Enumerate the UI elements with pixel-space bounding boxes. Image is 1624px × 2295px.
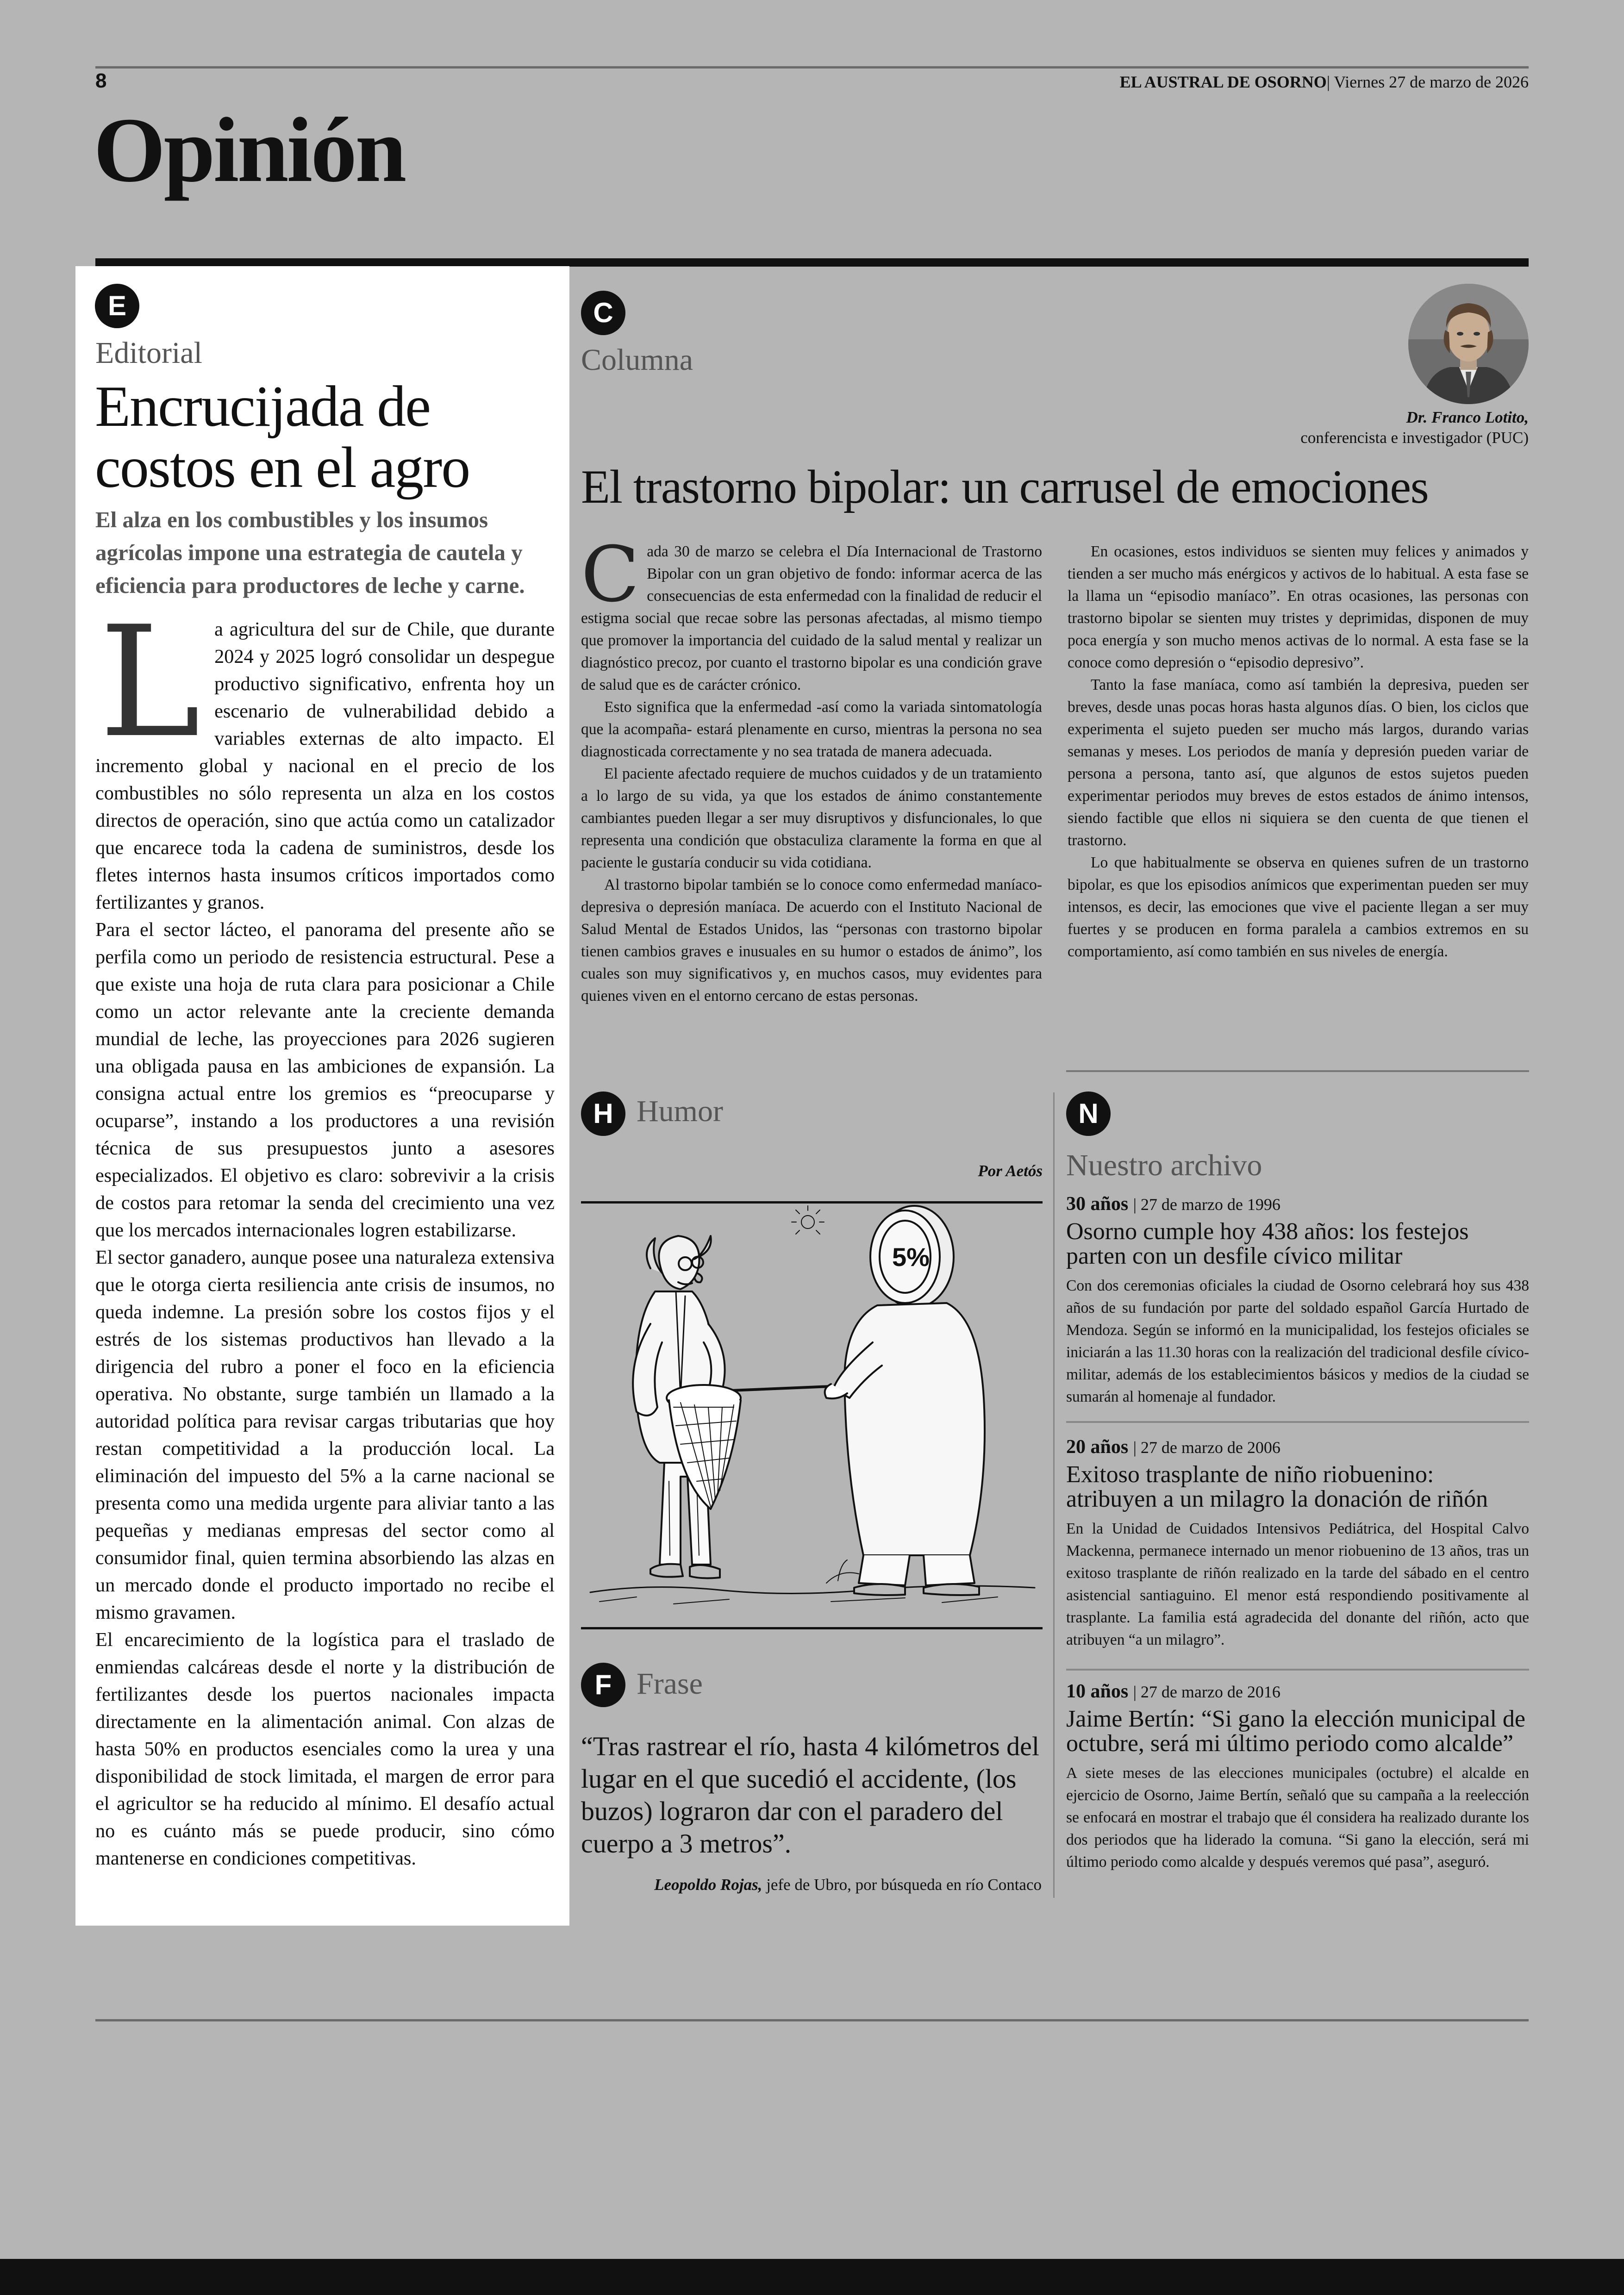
archive-divider (1066, 1421, 1529, 1423)
archive-item-years (1066, 1435, 1529, 1459)
editorial-headline: Encrucijada de costos en el agro (95, 374, 470, 500)
column-kicker: Columna (581, 343, 693, 377)
editorial-panel (75, 266, 569, 1926)
archive-top-rule (1066, 1070, 1529, 1072)
column-paragraph: Esto significa que la enfermedad -así como la variada sintomatología que la acompaña- estará plenamente en curso, mientras la persona no sea diagnosticada correctamente y no sea tratada de manera adecuada. (581, 698, 1042, 760)
editorial-deck: El alza en los combustibles y los insumos agrícolas impone una estrategia de cautela y eficiencia para productores de leche y carne. (95, 507, 525, 598)
frase-kicker: Frase (637, 1667, 703, 1701)
archive-date-label: | 27 de marzo de 2006 (1133, 1438, 1280, 1457)
column-paragraph: El paciente afectado requiere de muchos cuidados y de un tratamiento a lo largo de su vida, ya que los estados de ánimo constantemente cambiantes pueden llegar a ser muy disruptivos y disfuncionales, lo que representa una condición que obstaculiza claramente la forma en que al paciente le gustaría conducir su vida cotidiana. (581, 765, 1042, 871)
column-headline: El trastorno bipolar: un carrusel de emociones (581, 461, 1429, 513)
archive-item-years (1066, 1192, 1529, 1216)
column-paragraph-text: ada 30 de marzo se celebra el Día Internacional de Trastorno Bipolar con un gran objetivo de fondo: informar acerca de las consecuencias de esta enfermedad con la finalidad de reducir el estigma social que recae sobre las personas afectadas, al mismo tiempo que promover la importancia del cuidado de la salud mental y realizar un diagnóstico precoz, por cuanto el trastorno bipolar es una condición grave de salud que es de carácter crónico. (581, 543, 1042, 693)
column-paragraph: En ocasiones, estos individuos se sienten muy felices y animados y tienden a ser mucho más enérgicos y activos de lo habitual. A esta fase se la llama un “episodio maníaco”. En otras ocasiones, las personas con trastorno bipolar se sienten muy tristes y deprimidas, disponen de muy poca energía y son mucho menos activas de lo normal. A esta fase se la conoce como depresión o “episodio depresivo”. (1068, 543, 1529, 671)
archive-years-label: 30 años (1066, 1193, 1129, 1215)
archive-divider (1066, 1669, 1529, 1671)
humor-kicker: Humor (637, 1094, 723, 1128)
archive-item (1066, 1192, 1529, 1408)
archive-kicker: Nuestro archivo (1066, 1148, 1262, 1182)
humor-credit: Por Aetós (978, 1162, 1043, 1180)
archive-item-title: Osorno cumple hoy 438 años: los festejos parten con un desfile cívico militar (1066, 1218, 1469, 1269)
editorial-paragraph: El encarecimiento de la logística para el traslado de enmiendas calcáreas desde el norte y la distribución de fertilizantes desde los puertos nacionales impacta directamente en la alimentación animal. Con alzas de hasta 50% en productos esenciales como la urea y una disponibilidad de stock limitada, el margen de error para el agricultor se ha reducido al mínimo. El desafío actual no es cuánto más se puede producir, sino cómo mantenerse en condiciones competitivas. (95, 1629, 555, 1869)
top-rule (95, 66, 1529, 69)
column-paragraph: Al trastorno bipolar también se lo conoce como enfermedad maníaco-depresiva o depresión maníaca. De acuerdo con el Instituto Nacional de Salud Mental de Estados Unidos, las “personas con trastorno bipolar tienen cambios graves e inusuales en su humor o estados de ánimo”, los cuales son muy significativos y, en muchos casos, muy evidentes para quienes viven en el entorno cercano de estas personas. (581, 876, 1042, 1004)
editorial-badge: E (95, 284, 139, 328)
archive-item-text: Con dos ceremonias oficiales la ciudad de Osorno celebrará hoy sus 438 años de su fundación por parte del soldado español García Hurtado de Mendoza. Según se informó en la municipalidad, los festejos oficiales se iniciarán a las 11.30 horas con la realización del tradicional desfile cívico-militar, además de los establecimientos básicos y medios de la ciudad se sumarán al homenaje al fundador. (1066, 1277, 1529, 1405)
archive-item-title: Exitoso trasplante de niño riobuenino: atribuyen a un milagro la donación de riñón (1066, 1461, 1488, 1512)
editorial-paragraph: Para el sector lácteo, el panorama del presente año se perfila como un periodo de resistencia estructural. Pese a que existe una hoja de ruta clara para posicionar a Chile como un actor relevante ante la creciente demanda mundial de leche, las proyecciones para 2026 sugieren una obligada pausa en las ambiciones de expansión. La consigna actual entre los gremios es “preocuparse y ocuparse”, instando a los productores a una revisión técnica de sus presupuestos junto a asesores especializados. El objetivo es claro: sobrevivir a la crisis de costos para retomar la senda del crecimiento una vez que los mercados internacionales logren estabilizarse. (95, 919, 555, 1241)
column-paragraph: Tanto la fase maníaca, como así también la depresiva, pueden ser breves, desde unas pocas horas hasta algunos días. O bien, los ciclos que experimenta el sujeto pueden ser mucho más largos, durando varias semanas y meses. Los periodos de manía y depresión pueden variar de persona a persona, tanto así, que algunos de estos sujetos pueden experimentar periodos muy breves de estos estados de ánimo intensos, siendo factible que ellos ni siquiera se den cuenta de que tienen el trastorno. (1068, 676, 1529, 849)
page-number: 8 (95, 69, 107, 92)
editorial-dropcap: L (99, 593, 201, 771)
editorial-body (95, 593, 555, 1872)
cartoon-illustration (581, 1204, 1043, 1627)
column-divider (1053, 1092, 1055, 1898)
frase-quote: “Tras rastrear el río, hasta 4 kilómetros del lugar en el que sucedió el accidente, (los buzos) lograron dar con el paradero del cuerpo a 3 metros”. (581, 1731, 1040, 1858)
cartoon-bottom-rule (581, 1627, 1043, 1629)
publication-name: EL AUSTRAL DE OSORNO (1119, 73, 1327, 91)
archive-item (1066, 1435, 1529, 1651)
frase-attribution (581, 1876, 1042, 1894)
author-role: conferencista e investigador (PUC) (1300, 429, 1529, 447)
column-dropcap: C (581, 530, 640, 619)
editorial-paragraph: El sector ganadero, aunque posee una naturaleza extensiva que le otorga cierta resiliencia ante crisis de insumos, no queda indemne. La presión sobre los costos fijos y el estrés de los sistemas productivos han llevado a la dirigencia del rubro a poner el foco en la eficiencia operativa. No obstante, surge también un llamado a la autoridad política para revisar cargas tributarias que hoy restan competitividad a la producción local. La eliminación del impuesto del 5% a la carne nacional se presenta como una medida urgente para aliviar tanto a las pequeñas y medianas empresas del sector como al consumidor final, quien termina absorbiendo las alzas en un mercado donde el producto importado no recibe el mismo gravamen. (95, 1247, 555, 1623)
column-author (1300, 407, 1529, 448)
frase-badge: F (581, 1663, 625, 1707)
humor-badge: H (581, 1091, 625, 1136)
archive-badge: N (1066, 1091, 1111, 1136)
column-badge: C (581, 291, 625, 335)
archive-years-label: 20 años (1066, 1436, 1129, 1458)
archive-item-text: En la Unidad de Cuidados Intensivos Pediátrica, del Hospital Calvo Mackenna, permanece internado un menor riobuenino de 13 años, tras un exitoso trasplante de riñón realizado en la tarde del sábado en el centro asistencial santiaguino. El menor está respondiendo positivamente al trasplante. La familia está agradecida del donante del riñón, acto que atribuyen “a un milagro”. (1066, 1520, 1529, 1648)
author-photo (1408, 284, 1529, 404)
frase-author-role: jefe de Ubro, por búsqueda en río Contaco (762, 1876, 1042, 1894)
archive-item (1066, 1679, 1529, 1873)
section-title: Opinión (94, 99, 405, 201)
frase-author: Leopoldo Rojas, (654, 1876, 762, 1894)
archive-date-label: | 27 de marzo de 2016 (1133, 1683, 1280, 1701)
bottom-band (0, 2259, 1624, 2295)
svg-text:5%: 5% (892, 1242, 930, 1272)
section-rule (95, 258, 1529, 267)
column-body (581, 530, 1529, 1054)
archive-item-years (1066, 1679, 1529, 1704)
masthead-date (1120, 72, 1529, 92)
issue-date: | Viernes 27 de marzo de 2026 (1326, 73, 1529, 91)
archive-years-label: 10 años (1066, 1681, 1129, 1702)
archive-item-text: A siete meses de las elecciones municipales (octubre) el alcalde en ejercicio de Osorno, Jaime Bertín, señaló que su campaña a la reelección se enfocará en mostrar el trabajo que él considera ha realizado durante los dos periodos que ha liderado la comuna. “Si gano la elección, será mi último periodo como alcalde y después veremos qué pasa”, aseguró. (1066, 1765, 1529, 1871)
column-paragraph (581, 530, 1042, 696)
author-name: Dr. Franco Lotito, (1406, 408, 1529, 426)
bottom-rule (95, 2019, 1529, 2021)
column-paragraph: Lo que habitualmente se observa en quienes sufren de un trastorno bipolar, es que los episodios anímicos que experimentan pueden ser muy intensos, es decir, las emociones que vive el paciente llegan a ser muy fuertes y se producen en forma paralela a cambios extremos en su comportamiento, así como también en sus niveles de energía. (1068, 854, 1529, 960)
archive-item-title: Jaime Bertín: “Si gano la elección municipal de octubre, será mi último periodo como alcalde” (1066, 1706, 1526, 1757)
archive-date-label: | 27 de marzo de 1996 (1133, 1195, 1280, 1214)
editorial-kicker: Editorial (95, 336, 202, 370)
editorial-paragraph: a agricultura del sur de Chile, que durante 2024 y 2025 logró consolidar un despegue productivo significativo, enfrenta hoy un escenario de vulnerabilidad debido a variables externas de alto impacto. El incremento global y nacional en el precio de los combustibles no sólo representa un alza en los costos directos de operación, sino que actúa como un catalizador que encarece toda la cadena de suministros, desde los fletes internos hasta insumos críticos importados como fertilizantes y granos. (95, 618, 555, 913)
